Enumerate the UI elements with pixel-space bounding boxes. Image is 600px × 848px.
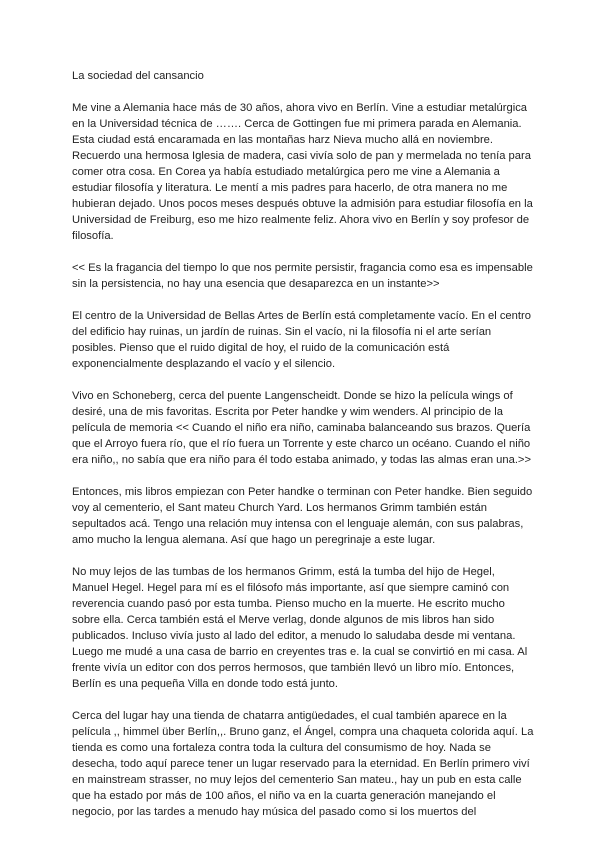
document-title: La sociedad del cansancio (72, 70, 204, 82)
paragraph-handke-cemetery: Entonces, mis libros empiezan con Peter handke o terminan con Peter handke. Bien seguido voy al cementerio, el Sant mateu Church Yard. Los hermanos Grimm también están sepultados acá. Tengo una relación muy intensa con el lenguaje alemán, con sus palabras, amo mucho la lengua alemana. Así que hago un peregrinaje a este lugar. (72, 486, 533, 546)
document-page (72, 68, 534, 836)
paragraph-university-arts: El centro de la Universidad de Bellas Artes de Berlín está completamente vacío. En el centro del edificio hay ruinas, un jardín de ruinas. Sin el vacío, ni la filosofía ni el arte serían posibles. Pienso que el ruido digital de hoy, el ruido de la comunicación está exponencialmente desplazando el vacío y el silencio. (72, 310, 531, 370)
paragraph-arrival-germany: Me vine a Alemania hace más de 30 años, ahora vivo en Berlín. Vine a estudiar metalúrgica en la Universidad técnica de ……. Cerca de Gottingen fue mi primera parada en Alemania. Esta ciudad está encaramada en las montañas harz Nieva mucho allá en noviembre. Recuerdo una hermosa Iglesia de madera, casi vivía solo de pan y mermelada no tenía para comer otra cosa. En Corea ya había estudiado metalúrgica pero me vine a Alemania a estudiar filosofía y literatura. Le mentí a mis padres para hacerlo, de otra manera no me hubieran dejado. Unos pocos meses después obtuve la admisión para estudiar filosofía en la Universidad de Freiburg, eso me hizo realmente feliz. Ahora vivo en Berlín y soy profesor de filosofía. (72, 102, 533, 242)
paragraph-hegel-tomb: No muy lejos de las tumbas de los hermanos Grimm, está la tumba del hijo de Hegel, Manuel Hegel. Hegel para mí es el filósofo más importante, así que siempre caminó con reverencia cuando pasó por esta tumba. Pienso mucho en la muerte. He escrito mucho sobre ella. Cerca también está el Merve verlag, donde algunos de mis libros han sido publicados. Incluso vivía justo al lado del editor, a menudo lo saludaba desde mi ventana. Luego me mudé a una casa de barrio en creyentes tras e. la cual se convirtió en mi casa. Al frente vivía un editor con dos perros hermosos, que también llevó un libro mío. Entonces, Berlín es una pequeña Villa en donde todo está junto. (72, 566, 528, 690)
paragraph-schoneberg: Vivo en Schoneberg, cerca del puente Langenscheidt. Donde se hizo la película wings of desiré, una de mis favoritas. Escrita por Peter handke y wim wenders. Al principio de la película de memoria << Cuando el niño era niño, caminaba balanceando sus brazos. Quería que el Arroyo fuera río, que el río fuera un Torrente y este charco un océano. Cuando el niño era niño,, no sabía que era niño para él todo estaba animado, y todas las almas eran una.>> (72, 390, 531, 466)
paragraph-antique-shop: Cerca del lugar hay una tienda de chatarra antigüedades, el cual también aparece en la película ,, himmel über Berlín,,. Bruno ganz, el Ángel, compra una chaqueta colorida aquí. La tienda es como una fortaleza contra toda la cultura del consumismo de hoy. Nada se desecha, todo aquí parece tener un lugar reservado para la eternidad. En Berlín primero viví en mainstream strasser, no muy lejos del cementerio San mateu., hay un pub en esta calle que ha estado por más de 100 años, el niño va en la cuarta generación manejando el negocio, por las tardes a menudo hay música del pasado como si los muertos del (72, 710, 534, 818)
paragraph-quote-fragrance: << Es la fragancia del tiempo lo que nos permite persistir, fragancia como esa es impensable sin la persistencia, no hay una esencia que desaparezca en un instante>> (72, 262, 533, 290)
